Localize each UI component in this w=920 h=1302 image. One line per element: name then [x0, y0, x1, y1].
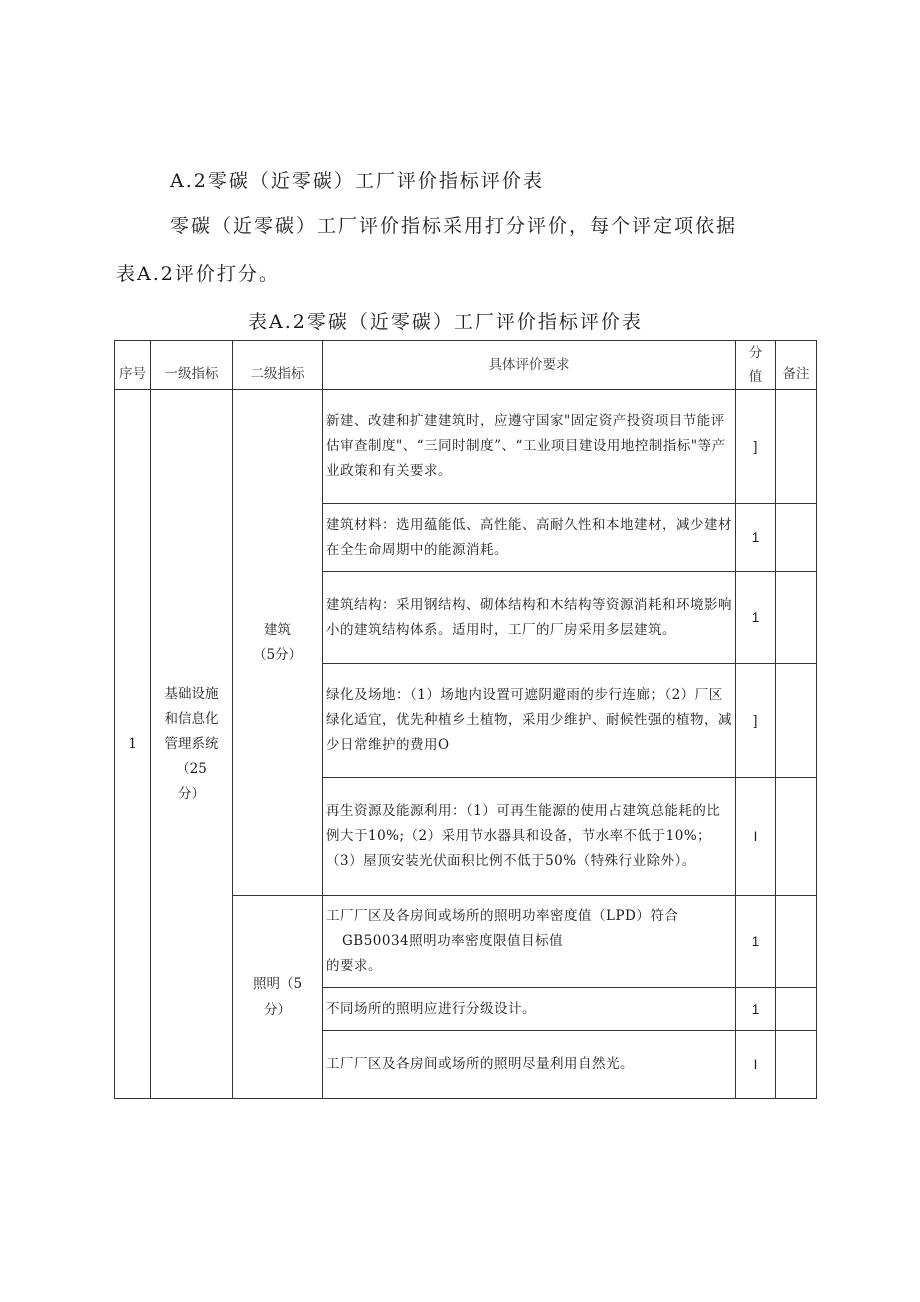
- table-row: [115, 390, 817, 504]
- requirement-cell: 建筑材料：选用蕴能低、高性能、高耐久性和本地建材，减少建材在全生命周期中的能源消耗。: [323, 504, 736, 572]
- remark-cell: [776, 1031, 817, 1099]
- level1-line4: （25: [176, 760, 207, 777]
- header-level1: 一级指标: [151, 341, 233, 390]
- score-cell: I: [736, 1031, 776, 1099]
- level1-line1: 基础设施: [164, 685, 219, 702]
- remark-cell: [776, 572, 817, 664]
- requirement-cell: 建筑结构：采用钢结构、砌体结构和木结构等资源消耗和环境影响小的建筑结构体系。适用时，工厂的厂房采用多层建筑。: [323, 572, 736, 664]
- intro-paragraph-line2: 表A.2评价打分。: [116, 263, 280, 285]
- remark-cell: [776, 896, 817, 988]
- requirement-line3: 的要求。: [326, 958, 382, 974]
- header-remark: 备注: [776, 341, 817, 390]
- level2-lighting-cell: [233, 896, 323, 1099]
- section-heading: A.2零碳（近零碳）工厂评价指标评价表: [170, 170, 544, 192]
- level1-cell: [151, 390, 233, 1099]
- level2-building-cell: [233, 390, 323, 896]
- score-cell: 1: [736, 896, 776, 988]
- level2-building-line1: 建筑: [264, 621, 291, 638]
- header-level2: 二级指标: [233, 341, 323, 390]
- remark-cell: [776, 390, 817, 504]
- requirement-cell: 再生资源及能源利用：（1）可再生能源的使用占建筑总能耗的比例大于10%;（2）采用节水器具和设备，节水率不低于10%；（3）屋顶安装光伏面积比例不低于50%（特殊行业除外）。: [323, 778, 736, 896]
- level2-lighting-line1: 照明（5: [252, 976, 303, 992]
- score-cell: 1: [736, 988, 776, 1031]
- remark-cell: [776, 504, 817, 572]
- score-cell: ]: [736, 390, 776, 504]
- requirement-cell: [323, 896, 736, 988]
- intro-paragraph-line1: 零碳（近零碳）工厂评价指标采用打分评价，每个评定项依据: [170, 215, 738, 237]
- score-cell: I: [736, 778, 776, 896]
- header-score-line1: 分: [748, 345, 763, 361]
- table-header-row: [115, 341, 817, 390]
- header-seq: 序号: [115, 341, 151, 390]
- remark-cell: [776, 778, 817, 896]
- score-cell: 1: [736, 572, 776, 664]
- requirement-line1: 工厂厂区及各房间或场所的照明功率密度值（LPD）符合: [326, 908, 679, 924]
- score-cell: 1: [736, 504, 776, 572]
- remark-cell: [776, 664, 817, 778]
- remark-cell: [776, 988, 817, 1031]
- requirement-cell: 绿化及场地：（1）场地内设置可遮阴避雨的步行连廊；（2）厂区绿化适宜，优先种植乡土植物，采用少维护、耐候性强的植物，减少日常维护的费用O: [323, 664, 736, 778]
- level1-line3: 管理系统: [164, 735, 219, 752]
- evaluation-table: [114, 340, 817, 1099]
- requirement-cell: 工厂厂区及各房间或场所的照明尽量利用自然光。: [323, 1031, 736, 1099]
- level1-line2: 和信息化: [164, 710, 219, 727]
- header-score-line2: 值: [748, 369, 763, 385]
- header-requirement: 具体评价要求: [323, 341, 736, 390]
- table-caption: 表A.2零碳（近零碳）工厂评价指标评价表: [248, 311, 643, 333]
- score-cell: ]: [736, 664, 776, 778]
- requirement-line2: GB50034照明功率密度限值目标值: [342, 933, 564, 949]
- seq-cell: 1: [115, 390, 151, 1099]
- header-score: [736, 341, 776, 390]
- level2-building-line2: （5分）: [252, 646, 303, 663]
- requirement-cell: 新建、改建和扩建建筑时，应遵守国家"固定资产投资项目节能评估审查制度"、“三同时制度”、“工业项目建设用地控制指标"等产业政策和有关要求。: [323, 390, 736, 504]
- requirement-cell: 不同场所的照明应进行分级设计。: [323, 988, 736, 1031]
- level2-lighting-line2: 分）: [264, 1002, 291, 1018]
- level1-line5: 分）: [178, 785, 205, 802]
